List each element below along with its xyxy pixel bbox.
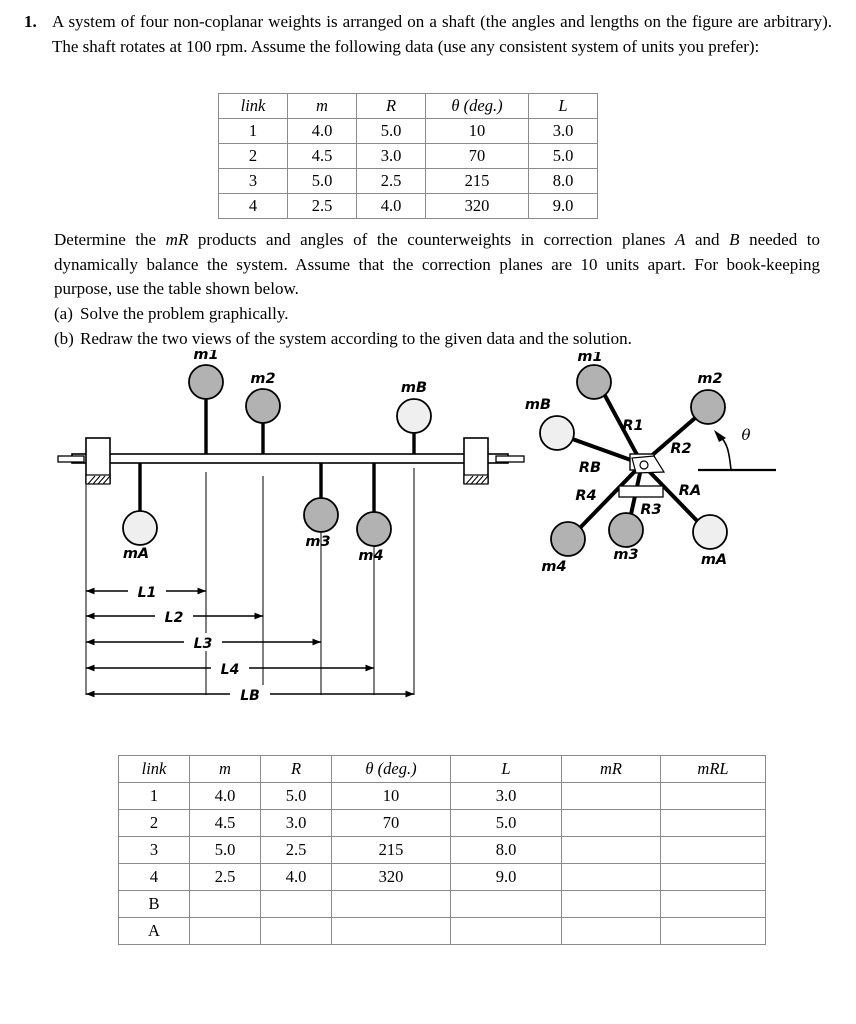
radius-label-RA: RA xyxy=(678,483,702,499)
cell-link: 2 xyxy=(219,144,288,169)
mass-mB xyxy=(397,380,431,454)
table-row xyxy=(119,918,766,945)
cell-m: 4.5 xyxy=(190,810,261,837)
item-a-text: Solve the problem graphically. xyxy=(80,303,289,323)
cell-theta: 10 xyxy=(332,783,451,810)
table-row xyxy=(219,119,598,144)
mass-m1 xyxy=(189,350,223,454)
cell-l: 8.0 xyxy=(451,837,562,864)
cell-r[interactable] xyxy=(261,918,332,945)
cell-m[interactable] xyxy=(190,918,261,945)
mass-m2 xyxy=(691,371,725,424)
cell-mr[interactable] xyxy=(562,783,661,810)
cell-r: 3.0 xyxy=(357,144,426,169)
mass-m1 xyxy=(577,352,611,399)
cell-l: 3.0 xyxy=(451,783,562,810)
cell-link: B xyxy=(119,891,190,918)
table-row xyxy=(119,837,766,864)
mass-label-m1: m1 xyxy=(193,350,219,363)
th-m: m xyxy=(288,94,357,119)
mass-m2 xyxy=(246,371,280,454)
bearing-left xyxy=(86,438,110,484)
radius-label-R2: R2 xyxy=(670,441,692,457)
cell-theta: 215 xyxy=(426,169,529,194)
radius-label-R4: R4 xyxy=(575,488,597,504)
angle-reference xyxy=(698,426,776,470)
cell-m: 5.0 xyxy=(190,837,261,864)
th-r: R xyxy=(261,756,332,783)
table-row xyxy=(219,144,598,169)
data-table-top xyxy=(218,93,598,219)
cell-mr[interactable] xyxy=(562,864,661,891)
cell-m: 5.0 xyxy=(288,169,357,194)
cell-theta[interactable] xyxy=(332,891,451,918)
dimension-label-L4: L4 xyxy=(220,662,240,678)
cell-r: 4.0 xyxy=(357,194,426,219)
bearing-right xyxy=(464,438,488,484)
mass-label-mA: mA xyxy=(700,552,728,568)
table-row xyxy=(219,194,598,219)
table-header-row xyxy=(219,94,598,119)
cell-link: A xyxy=(119,918,190,945)
table-row xyxy=(219,169,598,194)
dimension-label-L3: L3 xyxy=(193,636,213,652)
figure-shaft-side-view xyxy=(56,350,526,710)
mass-mB xyxy=(525,397,574,450)
radius-label-R1: R1 xyxy=(622,418,644,434)
cell-r: 4.0 xyxy=(261,864,332,891)
cell-theta[interactable] xyxy=(332,918,451,945)
cell-mr[interactable] xyxy=(562,837,661,864)
cell-m[interactable] xyxy=(190,891,261,918)
cell-r: 3.0 xyxy=(261,810,332,837)
th-l: L xyxy=(451,756,562,783)
instruction-item-a xyxy=(54,302,820,327)
cell-r: 2.5 xyxy=(261,837,332,864)
cell-link: 4 xyxy=(119,864,190,891)
th-mr: mR xyxy=(562,756,661,783)
cell-link: 3 xyxy=(119,837,190,864)
th-theta: θ (deg.) xyxy=(426,94,529,119)
cell-link: 4 xyxy=(219,194,288,219)
cell-link: 2 xyxy=(119,810,190,837)
cell-theta: 320 xyxy=(426,194,529,219)
cell-mrl[interactable] xyxy=(661,783,766,810)
cell-l: 5.0 xyxy=(451,810,562,837)
item-a-label: (a) xyxy=(54,303,73,323)
table-header-row xyxy=(119,756,766,783)
cell-link: 1 xyxy=(219,119,288,144)
mass-label-mB: mB xyxy=(400,380,428,396)
cell-l: 5.0 xyxy=(529,144,598,169)
mass-label-m3: m3 xyxy=(613,547,639,563)
cell-mr[interactable] xyxy=(562,891,661,918)
cell-mrl[interactable] xyxy=(661,810,766,837)
cell-l: 9.0 xyxy=(529,194,598,219)
cell-r: 5.0 xyxy=(261,783,332,810)
dimension-L4 xyxy=(86,659,374,678)
dimension-L1 xyxy=(86,582,206,601)
cell-mrl[interactable] xyxy=(661,864,766,891)
cell-l: 8.0 xyxy=(529,169,598,194)
shaft xyxy=(58,454,524,463)
th-r: R xyxy=(357,94,426,119)
mass-m4 xyxy=(357,463,391,564)
table-row xyxy=(119,864,766,891)
cell-link: 3 xyxy=(219,169,288,194)
mass-label-m2: m2 xyxy=(250,371,276,387)
mass-label-m1: m1 xyxy=(577,352,603,365)
cell-m: 4.0 xyxy=(190,783,261,810)
radius-label-R3: R3 xyxy=(640,502,662,518)
cell-mr[interactable] xyxy=(562,810,661,837)
radius-label-RB: RB xyxy=(578,460,602,476)
angle-label-theta: θ xyxy=(741,426,751,444)
cell-theta: 70 xyxy=(332,810,451,837)
dimension-LB xyxy=(86,685,414,704)
cell-l[interactable] xyxy=(451,918,562,945)
problem-paragraph: A system of four non-coplanar weights is arranged on a shaft (the angles and lengths on the figure are arbitrary). The shaft rotates at 100 rpm. Assume the following data (use any consistent system of units you prefer): xyxy=(52,12,832,56)
mass-label-m3: m3 xyxy=(305,534,331,550)
mass-label-m2: m2 xyxy=(697,371,723,387)
cell-l: 9.0 xyxy=(451,864,562,891)
table-row xyxy=(119,891,766,918)
cell-theta: 320 xyxy=(332,864,451,891)
mass-label-m4: m4 xyxy=(358,548,384,564)
instructions-block xyxy=(54,228,820,351)
th-m: m xyxy=(190,756,261,783)
cell-theta: 10 xyxy=(426,119,529,144)
mass-mA xyxy=(693,515,727,568)
figure-shaft-end-view xyxy=(518,352,818,582)
cell-mrl[interactable] xyxy=(661,918,766,945)
dimension-label-L1: L1 xyxy=(137,585,157,601)
cell-mr[interactable] xyxy=(562,918,661,945)
mass-mA xyxy=(123,463,157,562)
mass-m4 xyxy=(541,522,585,575)
th-mrl: mRL xyxy=(661,756,766,783)
item-b-text: Redraw the two views of the system according to the given data and the solution. xyxy=(80,328,632,348)
table-row xyxy=(119,810,766,837)
th-l: L xyxy=(529,94,598,119)
mass-label-mB: mB xyxy=(524,397,552,413)
dimension-L2 xyxy=(86,607,263,626)
dimension-label-L2: L2 xyxy=(164,610,184,626)
problem-number: 1. xyxy=(24,12,37,31)
th-theta: θ (deg.) xyxy=(332,756,451,783)
table-row xyxy=(119,783,766,810)
mass-label-m4: m4 xyxy=(541,559,567,575)
instructions-paragraph: Determine the mR products and angles of the counterweights in correction planes A and B needed to dynamically balance the system. Assume that the correction planes are 10 units apart. For book-keeping purpose, use the table shown below. xyxy=(54,230,820,299)
mass-label-mA: mA xyxy=(122,546,150,562)
th-link: link xyxy=(219,94,288,119)
cell-m: 4.5 xyxy=(288,144,357,169)
dimension-label-LB: LB xyxy=(240,688,260,704)
th-link: link xyxy=(119,756,190,783)
cell-r: 2.5 xyxy=(357,169,426,194)
item-b-label: (b) xyxy=(54,328,74,348)
cell-m: 2.5 xyxy=(288,194,357,219)
problem-statement xyxy=(24,10,832,59)
data-table-bottom xyxy=(118,755,766,945)
mass-m3 xyxy=(304,463,338,550)
cell-l: 3.0 xyxy=(529,119,598,144)
cell-theta: 70 xyxy=(426,144,529,169)
cell-link: 1 xyxy=(119,783,190,810)
cell-m: 2.5 xyxy=(190,864,261,891)
cell-r[interactable] xyxy=(261,891,332,918)
cell-theta: 215 xyxy=(332,837,451,864)
cell-r: 5.0 xyxy=(357,119,426,144)
instruction-item-b xyxy=(54,327,820,352)
mass-m3 xyxy=(609,513,643,563)
dimension-L3 xyxy=(86,633,321,652)
cell-mrl[interactable] xyxy=(661,891,766,918)
cell-l[interactable] xyxy=(451,891,562,918)
cell-mrl[interactable] xyxy=(661,837,766,864)
cell-m: 4.0 xyxy=(288,119,357,144)
